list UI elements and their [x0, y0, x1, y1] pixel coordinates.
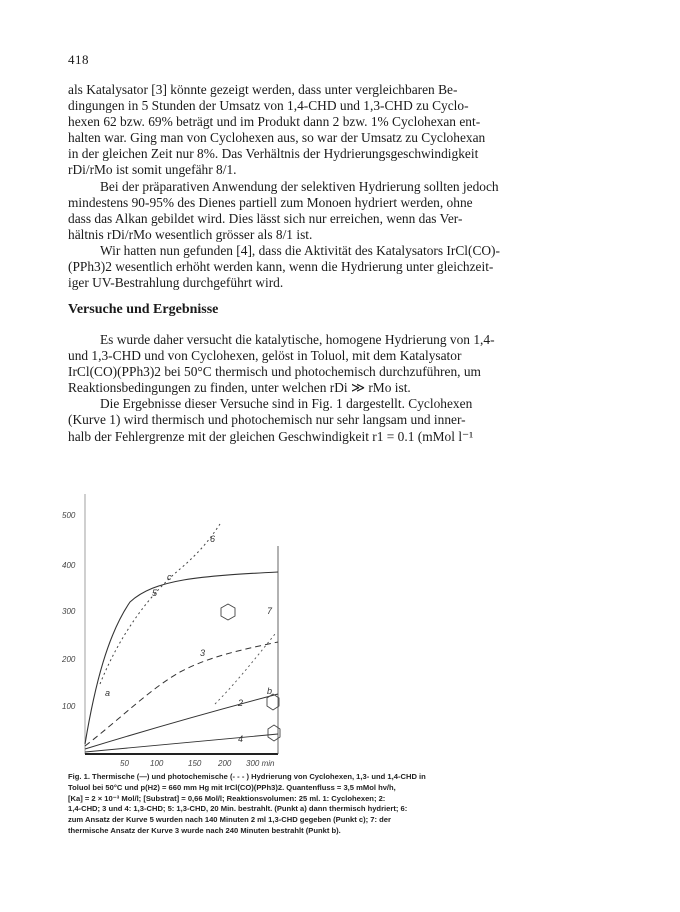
y-tick-label: 500	[62, 511, 76, 520]
curve-label: 6	[210, 534, 216, 544]
text-line: in der gleichen Zeit nur 8%. Das Verhältnis der Hydrierungsgeschwindigkeit	[68, 146, 479, 162]
text-line: Reaktionsbedingungen zu finden, unter welchen rDi ≫ rMo ist.	[68, 380, 411, 396]
curve-label: a	[105, 688, 111, 698]
text-line: hexen 62 bzw. 69% beträgt und im Produkt dann 2 bzw. 1% Cyclohexan ent-	[68, 114, 481, 130]
text-line: rDi/rMo ist somit ungefähr 8/1.	[68, 162, 237, 178]
figure-1	[60, 484, 285, 774]
x-tick-label: 300 min	[246, 759, 275, 768]
text-line: Es wurde daher versucht die katalytische, homogene Hydrierung von 1,4-	[100, 332, 495, 347]
x-tick-label: 50	[120, 759, 129, 768]
y-tick-label: 200	[62, 655, 76, 664]
caption-line: [Ka] = 2 × 10⁻³ Mol/l; [Substrat] = 0,66 Mol/l; Reaktionsvolumen: 25 ml. 1: Cyclohexen; 2:	[68, 793, 386, 803]
y-tick-label: 400	[62, 561, 76, 570]
text-line: IrCl(CO)(PPh3)2 bei 50°C thermisch und photochemisch durchzuführen, um	[68, 364, 481, 380]
x-tick-label: 150	[188, 759, 202, 768]
curve-2	[85, 572, 278, 744]
curve-label: c	[167, 572, 172, 582]
body-text-top	[68, 82, 616, 291]
text-line: als Katalysator [3] könnte gezeigt werden, dass unter vergleichbaren Be-	[68, 82, 458, 97]
text-line: iger UV-Bestrahlung durchgeführt wird.	[68, 275, 284, 291]
section-heading: Versuche und Ergebnisse	[68, 302, 219, 317]
x-tick-label: 200	[218, 759, 232, 768]
curve-1	[85, 734, 278, 752]
curve-4	[85, 694, 278, 749]
text-line: Bei der präparativen Anwendung der selektiven Hydrierung sollten jedoch	[100, 178, 499, 194]
caption-line: zum Ansatz der Kurve 5 wurden nach 140 Minuten 2 ml 1,3-CHD gegeben (Punkt c); 7: der	[68, 815, 391, 825]
body-text-bottom	[68, 332, 616, 445]
curve-label: 3	[200, 648, 206, 658]
text-line: halb der Fehlergrenze mit der gleichen Geschwindigkeit r1 = 0.1 (mMol l⁻¹	[68, 428, 474, 444]
text-line: mindestens 90-95% des Dienes partiell zum Monoen hydriert werden, ohne	[68, 194, 473, 210]
page-number: 418	[68, 52, 89, 67]
curve-5-6	[100, 524, 220, 684]
y-tick-label: 300	[62, 607, 76, 616]
figure-plot	[60, 484, 285, 774]
caption-line: thermische Ansatz der Kurve 3 wurde nach 240 Minuten bestrahlt (Punkt b).	[68, 825, 341, 835]
text-line: dingungen in 5 Stunden der Umsatz von 1,4-CHD und 1,3-CHD zu Cyclo-	[68, 98, 469, 114]
text-line: und 1,3-CHD und von Cyclohexen, gelöst in Toluol, mit dem Katalysator	[68, 348, 462, 364]
curve-label: 4	[238, 734, 244, 744]
y-tick-label: 100	[62, 702, 76, 711]
text-line: Wir hatten nun gefunden [4], dass die Aktivität des Katalysators IrCl(CO)-	[100, 242, 500, 258]
caption-line: Toluol bei 50°C und p(H2) = 660 mm Hg mit IrCl(CO)(PPh3)2. Quantenfluss = 3,5 mMol hν/h,	[68, 782, 396, 792]
text-line: (Kurve 1) wird thermisch und photochemisch nur sehr langsam und inner-	[68, 412, 466, 428]
text-line: hältnis rDi/rMo wesentlich grösser als 8/1 ist.	[68, 226, 313, 242]
text-line: dass das Alkan gebildet wird. Dies lässt sich nur erreichen, wenn das Ver-	[68, 210, 463, 226]
caption-line: Fig. 1. Thermische (—) und photochemische (- - - ) Hydrierung von Cyclohexen, 1,3- und 1,4-CHD in	[68, 772, 426, 781]
curve-label: 5	[152, 588, 158, 598]
text-line: (PPh3)2 wesentlich erhöht werden kann, wenn die Hydrierung unter gleichzeit-	[68, 259, 494, 275]
x-tick-label: 100	[150, 759, 164, 768]
caption-line: 1,4-CHD; 3 und 4: 1,3-CHD; 5: 1,3-CHD, 20 Min. bestrahlt. (Punkt a) dann thermisch hydriert; 6:	[68, 804, 408, 814]
figure-caption	[68, 772, 620, 837]
text-line: Die Ergebnisse dieser Versuche sind in Fig. 1 dargestellt. Cyclohexen	[100, 396, 473, 412]
curve-label: b	[267, 686, 273, 696]
text-line: halten war. Ging man von Cyclohexen aus, so war der Umsatz zu Cyclohexan	[68, 130, 486, 146]
curve-3	[85, 642, 278, 746]
curve-label: 2	[238, 698, 244, 708]
cyclohexadiene-icon	[221, 604, 280, 741]
curve-label: 7	[267, 606, 273, 616]
